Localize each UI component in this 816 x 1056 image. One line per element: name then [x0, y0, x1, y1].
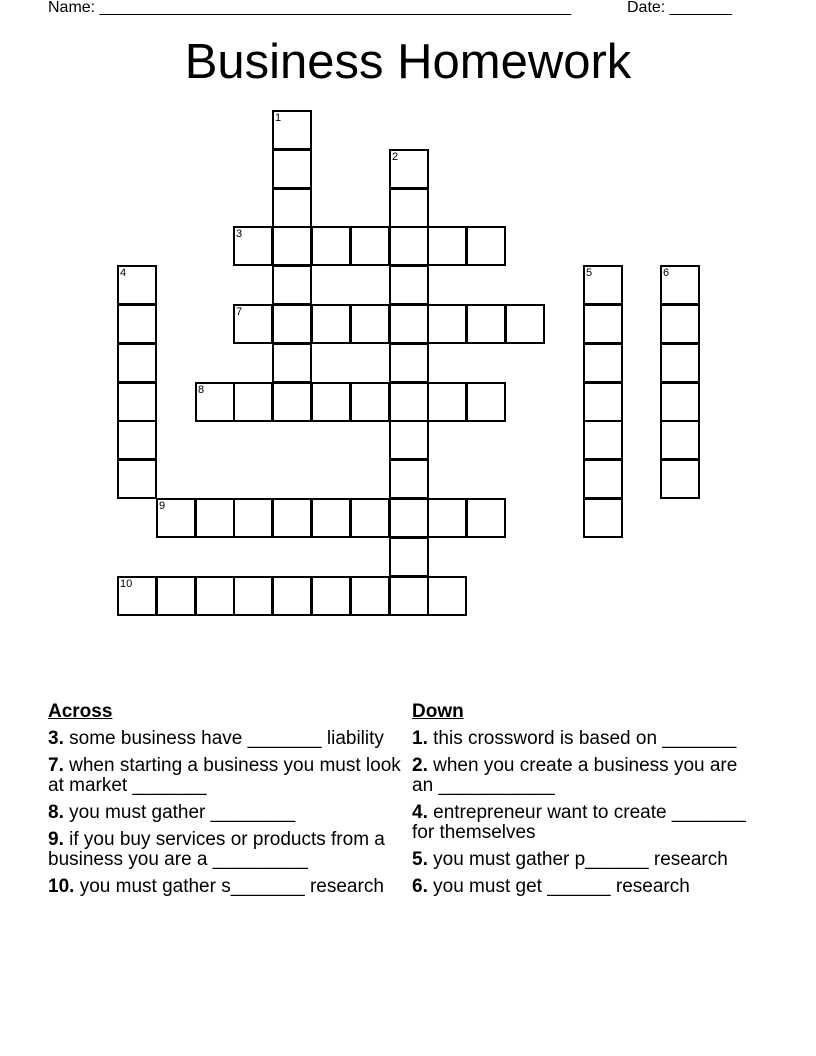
clue-number: 4	[120, 267, 127, 279]
clue-number: 4.	[412, 802, 428, 823]
crossword-cell[interactable]	[427, 304, 467, 344]
crossword-cell[interactable]	[389, 149, 429, 189]
across-clue	[48, 803, 408, 823]
crossword-cell[interactable]	[389, 188, 429, 228]
crossword-cell[interactable]	[350, 498, 390, 538]
clue-text: you must gather p______ research	[427, 849, 728, 870]
crossword-cell[interactable]	[272, 343, 312, 383]
clue-number: 3.	[48, 728, 64, 749]
name-label: Name:	[48, 0, 96, 16]
clue-text: this crossword is based on _______	[427, 728, 737, 749]
crossword-cell[interactable]	[427, 382, 467, 422]
crossword-cell[interactable]	[195, 498, 235, 538]
clue-text: you must gather s_______ research	[74, 876, 384, 897]
clue-number: 2	[392, 151, 399, 163]
crossword-cell[interactable]	[389, 576, 429, 616]
crossword-cell[interactable]	[350, 304, 390, 344]
down-clue	[412, 803, 752, 843]
across-heading: Across	[48, 701, 113, 722]
crossword-cell[interactable]	[272, 382, 312, 422]
crossword-cell[interactable]	[389, 343, 429, 383]
crossword-cell[interactable]	[427, 576, 467, 616]
crossword-cell[interactable]	[505, 304, 545, 344]
clue-text: if you buy services or products from a business you are a _________	[48, 829, 385, 870]
crossword-cell[interactable]	[272, 498, 312, 538]
clue-text: when starting a business you must look at market _______	[48, 755, 401, 796]
clue-number: 9.	[48, 829, 64, 850]
crossword-cell[interactable]	[233, 576, 273, 616]
across-clues	[48, 701, 408, 904]
clue-number: 9	[159, 500, 166, 512]
crossword-cell[interactable]	[117, 420, 157, 460]
crossword-cell[interactable]	[117, 304, 157, 344]
crossword-cell[interactable]	[117, 265, 157, 305]
clue-text: you must get ______ research	[427, 876, 690, 897]
crossword-cell[interactable]	[350, 226, 390, 266]
crossword-cell[interactable]	[660, 265, 700, 305]
clue-text: when you create a business you are an ___________	[412, 755, 738, 796]
crossword-cell[interactable]	[233, 226, 273, 266]
crossword-cell[interactable]	[233, 304, 273, 344]
crossword-cell[interactable]	[583, 420, 623, 460]
crossword-cell[interactable]	[117, 459, 157, 499]
crossword-cell[interactable]	[583, 382, 623, 422]
crossword-cell[interactable]	[660, 420, 700, 460]
name-blank[interactable]: _____________________________________________________	[99, 0, 572, 16]
crossword-cell[interactable]	[389, 498, 429, 538]
across-clue	[48, 830, 408, 870]
down-clue	[412, 756, 752, 796]
clue-number: 6	[663, 267, 670, 279]
crossword-cell[interactable]	[389, 537, 429, 577]
crossword-cell[interactable]	[583, 304, 623, 344]
clue-number: 6.	[412, 876, 428, 897]
clue-number: 1.	[412, 728, 428, 749]
crossword-cell[interactable]	[389, 265, 429, 305]
crossword-cell[interactable]	[311, 382, 351, 422]
down-clues	[412, 701, 752, 904]
crossword-cell[interactable]	[311, 226, 351, 266]
crossword-cell[interactable]	[117, 576, 157, 616]
clue-number: 5.	[412, 849, 428, 870]
crossword-cell[interactable]	[389, 420, 429, 460]
clue-number: 2.	[412, 755, 428, 776]
clue-text: some business have _______ liability	[63, 728, 384, 749]
crossword-cell[interactable]	[311, 576, 351, 616]
crossword-cell[interactable]	[389, 226, 429, 266]
crossword-cell[interactable]	[466, 304, 506, 344]
crossword-cell[interactable]	[272, 226, 312, 266]
crossword-cell[interactable]	[660, 459, 700, 499]
crossword-cell[interactable]	[660, 304, 700, 344]
crossword-cell[interactable]	[350, 382, 390, 422]
crossword-cell[interactable]	[272, 149, 312, 189]
down-heading: Down	[412, 701, 464, 722]
clue-number: 10	[120, 578, 133, 590]
clue-number: 8	[198, 384, 205, 396]
crossword-cell[interactable]	[156, 498, 196, 538]
crossword-cell[interactable]	[583, 498, 623, 538]
crossword-cell[interactable]	[233, 498, 273, 538]
crossword-cell[interactable]	[311, 498, 351, 538]
clue-number: 8.	[48, 802, 64, 823]
across-clue	[48, 756, 408, 796]
crossword-cell[interactable]	[660, 343, 700, 383]
down-clue	[412, 729, 752, 749]
crossword-cell[interactable]	[427, 498, 467, 538]
crossword-cell[interactable]	[466, 382, 506, 422]
down-clue	[412, 850, 752, 870]
clue-text: entrepreneur want to create _______ for themselves	[412, 802, 746, 843]
clue-number: 7.	[48, 755, 64, 776]
clue-number: 7	[236, 306, 243, 318]
clue-text: you must gather ________	[63, 802, 296, 823]
crossword-cell[interactable]	[272, 265, 312, 305]
across-clue	[48, 877, 408, 897]
crossword-cell[interactable]	[272, 110, 312, 150]
down-clue-list	[412, 729, 752, 897]
crossword-cell[interactable]	[389, 382, 429, 422]
date-label: Date:	[627, 0, 666, 16]
crossword-cell[interactable]	[583, 265, 623, 305]
crossword-cell[interactable]	[389, 304, 429, 344]
crossword-cell[interactable]	[660, 382, 700, 422]
crossword-cell[interactable]	[466, 226, 506, 266]
date-blank[interactable]: _______	[669, 0, 732, 16]
crossword-cell[interactable]	[233, 382, 273, 422]
crossword-cell[interactable]	[350, 576, 390, 616]
page-title: Business Homework	[184, 35, 632, 89]
crossword-cell[interactable]	[583, 343, 623, 383]
crossword-cell[interactable]	[389, 459, 429, 499]
crossword-cell[interactable]	[117, 343, 157, 383]
crossword-cell[interactable]	[427, 226, 467, 266]
crossword-cell[interactable]	[117, 382, 157, 422]
crossword-cell[interactable]	[583, 459, 623, 499]
clue-number: 10.	[48, 876, 75, 897]
down-clue	[412, 877, 752, 897]
crossword-cell[interactable]	[311, 304, 351, 344]
crossword-cell[interactable]	[272, 188, 312, 228]
clue-number: 5	[586, 267, 593, 279]
crossword-cell[interactable]	[156, 576, 196, 616]
crossword-cell[interactable]	[466, 498, 506, 538]
crossword-cell[interactable]	[272, 304, 312, 344]
crossword-cell[interactable]	[272, 576, 312, 616]
across-clue	[48, 729, 408, 749]
crossword-cell[interactable]	[195, 576, 235, 616]
clue-number: 3	[236, 228, 243, 240]
clue-number: 1	[275, 112, 282, 124]
crossword-cell[interactable]	[195, 382, 235, 422]
across-clue-list	[48, 729, 408, 897]
